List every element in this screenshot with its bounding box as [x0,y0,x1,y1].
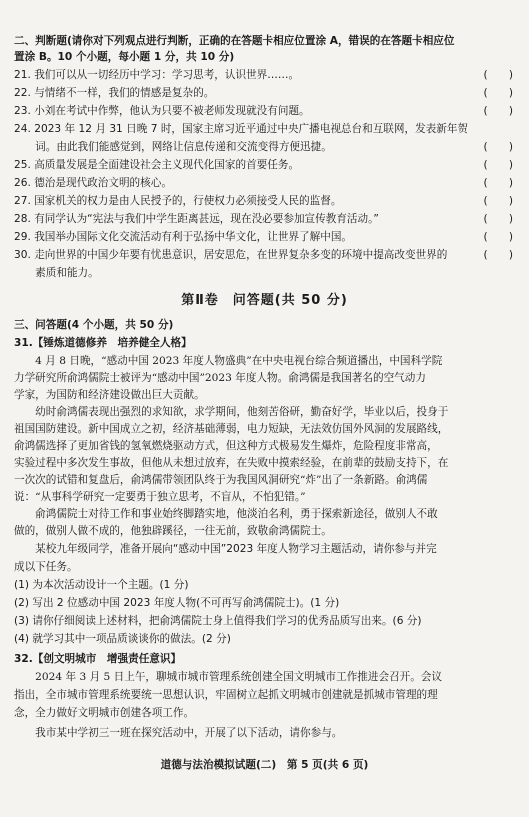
question-text: 30. 走向世界的中国少年要有忧患意识，居安思危，在世界复杂多变的环境中提高改变世界的 [14,249,448,261]
answer-parens: ( ) [483,177,513,189]
answer-parens: ( ) [483,105,513,117]
question-24 [14,122,515,136]
question-text: 21. 我们可以从一切经历中学习：学习思考，认识世界……。 [14,69,300,81]
q32-label: 32.【创文明城市 增强责任意识】 [14,653,182,665]
answer-parens: ( ) [483,213,513,225]
section2-heading-line1: 二、判断题(请你对下列观点进行判断，正确的在答题卡相应位置涂 A，错误的在答题卡相应位 [14,35,455,47]
q31-task-intro: 某校九年级同学，准备开展向“感动中国”2023 年度人物学习主题活动，请你参与并完 [14,543,437,555]
q31-subquestion: (4) 就学习其中一项品质谈谈你的做法。(2 分) [14,633,231,645]
question-25 [14,158,515,172]
q31-line: 幼时俞鸿儒表现出强烈的求知欲，求学期间，他刻苦俗研，勤奋好学，毕业以后，投身于 [14,406,449,418]
question-text: 29. 我国举办国际文化交流活动有利于弘扬中华文化，让世界了解中国。 [14,231,353,243]
q32-line: 2024 年 3 月 5 日上午，聊城市城市管理系统创建全国文明城市工作推进会召开。会议 [14,671,443,683]
q31-line: 说：“从事科学研究一定要勇于独立思考，不盲从，不怕犯错。” [14,491,306,503]
question-21 [14,68,515,82]
question-text: 25. 高质量发展是全面建设社会主义现代化国家的首要任务。 [14,159,300,171]
answer-parens: ( ) [483,141,513,153]
q31-line: 4 月 8 日晚，“感动中国 2023 年度人物盛典”在中央电视台综合频道播出，中国科学院 [14,355,443,367]
q31-label: 31.【锤炼道德修养 培养健全人格】 [14,337,192,349]
q31-task-intro: 成以下任务。 [14,561,78,573]
part2-title: 第Ⅱ卷 问答题(共 50 分) [181,293,348,308]
q31-line: 俞鸿儒院士对待工作和事业始终脚踏实地，他淡泊名利，勇于探索新途径，做别人不敢 [14,508,438,520]
answer-parens [473,266,515,280]
q31-line: 俞鸿儒选择了更加省钱的氢氧燃烧驱动方式，但这种方式极易发生爆炸，危险程度非常高， [14,440,438,452]
q31-subquestion: (2) 写出 2 位感动中国 2023 年度人物(不可再写俞鸿儒院士)。(1 分) [14,597,340,609]
answer-parens: ( ) [483,159,513,171]
answer-parens [473,122,515,136]
question-28 [14,212,515,226]
question-23 [14,104,515,118]
q31-subquestion: (3) 请你仔细阅读上述材料，把俞鸿儒院士身上值得我们学习的优秀品质写出来。(6 分) [14,615,422,627]
question-text: 词。由此我们能感觉到，网络让信息传递和交流变得方便迅捷。 [14,141,332,153]
answer-parens: ( ) [483,231,513,243]
q31-line: 力学研究所俞鸿儒院士被评为“感动中国”2023 年度人物。俞鸿儒是我国著名的空气动力 [14,372,426,384]
question-24-cont [14,140,515,154]
question-27 [14,194,515,208]
page-footer: 道德与法治模拟试题(二) 第 5 页(共 6 页) [160,759,369,771]
q32-line: 指出，全市城市管理系统要统一思想认识，牢固树立起抓文明城市创建就是抓城市管理的理 [14,689,438,701]
question-text: 22. 与情绪不一样，我们的情感是复杂的。 [14,87,215,99]
question-text: 素质和能力。 [14,267,99,279]
q31-line: 一次次的试错和复盘后，俞鸿儒带领团队终于为我国风洞研究“炸”出了一条新路。俞鸿儒 [14,474,428,486]
q32-line: 念，全力做好文明城市创建各项工作。 [14,707,195,719]
q31-subquestion: (1) 为本次活动设计一个主题。(1 分) [14,579,189,591]
answer-parens: ( ) [483,87,513,99]
section2-heading-line2: 置涂 B。10 个小题，每小题 1 分，共 10 分) [14,51,235,63]
question-30 [14,248,515,262]
question-text: 28. 有同学认为“宪法与我们中学生距离甚远，现在没必要参加宣传教育活动。” [14,213,379,225]
q31-line: 学家，为国防和经济建设做出巨大贡献。 [14,389,205,401]
answer-parens: ( ) [483,69,513,81]
q32-line: 我市某中学初三一班在探究活动中，开展了以下活动，请你参与。 [14,727,343,739]
answer-parens: ( ) [483,195,513,207]
q31-line: 做的，做别人做不成的，他独辟蹊径，一往无前，致敬俞鸿儒院士。 [14,525,332,537]
question-30-cont [14,266,515,280]
q31-line: 实验过程中多次发生事故，但他从未想过放弃，在失败中摸索经验，在前辈的鼓励支持下，在 [14,457,449,469]
question-22 [14,86,515,100]
section3-heading: 三、问答题(4 个小题，共 50 分) [14,319,174,331]
question-26 [14,176,515,190]
question-text: 23. 小刘在考试中作弊，他认为只要不被老师发现就没有问题。 [14,105,310,117]
question-text: 26. 德治是现代政治文明的核心。 [14,177,172,189]
question-text: 27. 国家机关的权力是由人民授予的，行使权力必须接受人民的监督。 [14,195,342,207]
question-29 [14,230,515,244]
question-text: 24. 2023 年 12 月 31 日晚 7 时，国家主席习近平通过中央广播电视总台和互联网，发表新年贺 [14,123,469,135]
q31-line: 祖国国防建设。新中国成立之初，经济基础薄弱，电力短缺，无法效仿国外风洞的发展路线， [14,423,449,435]
answer-parens: ( ) [483,249,513,261]
